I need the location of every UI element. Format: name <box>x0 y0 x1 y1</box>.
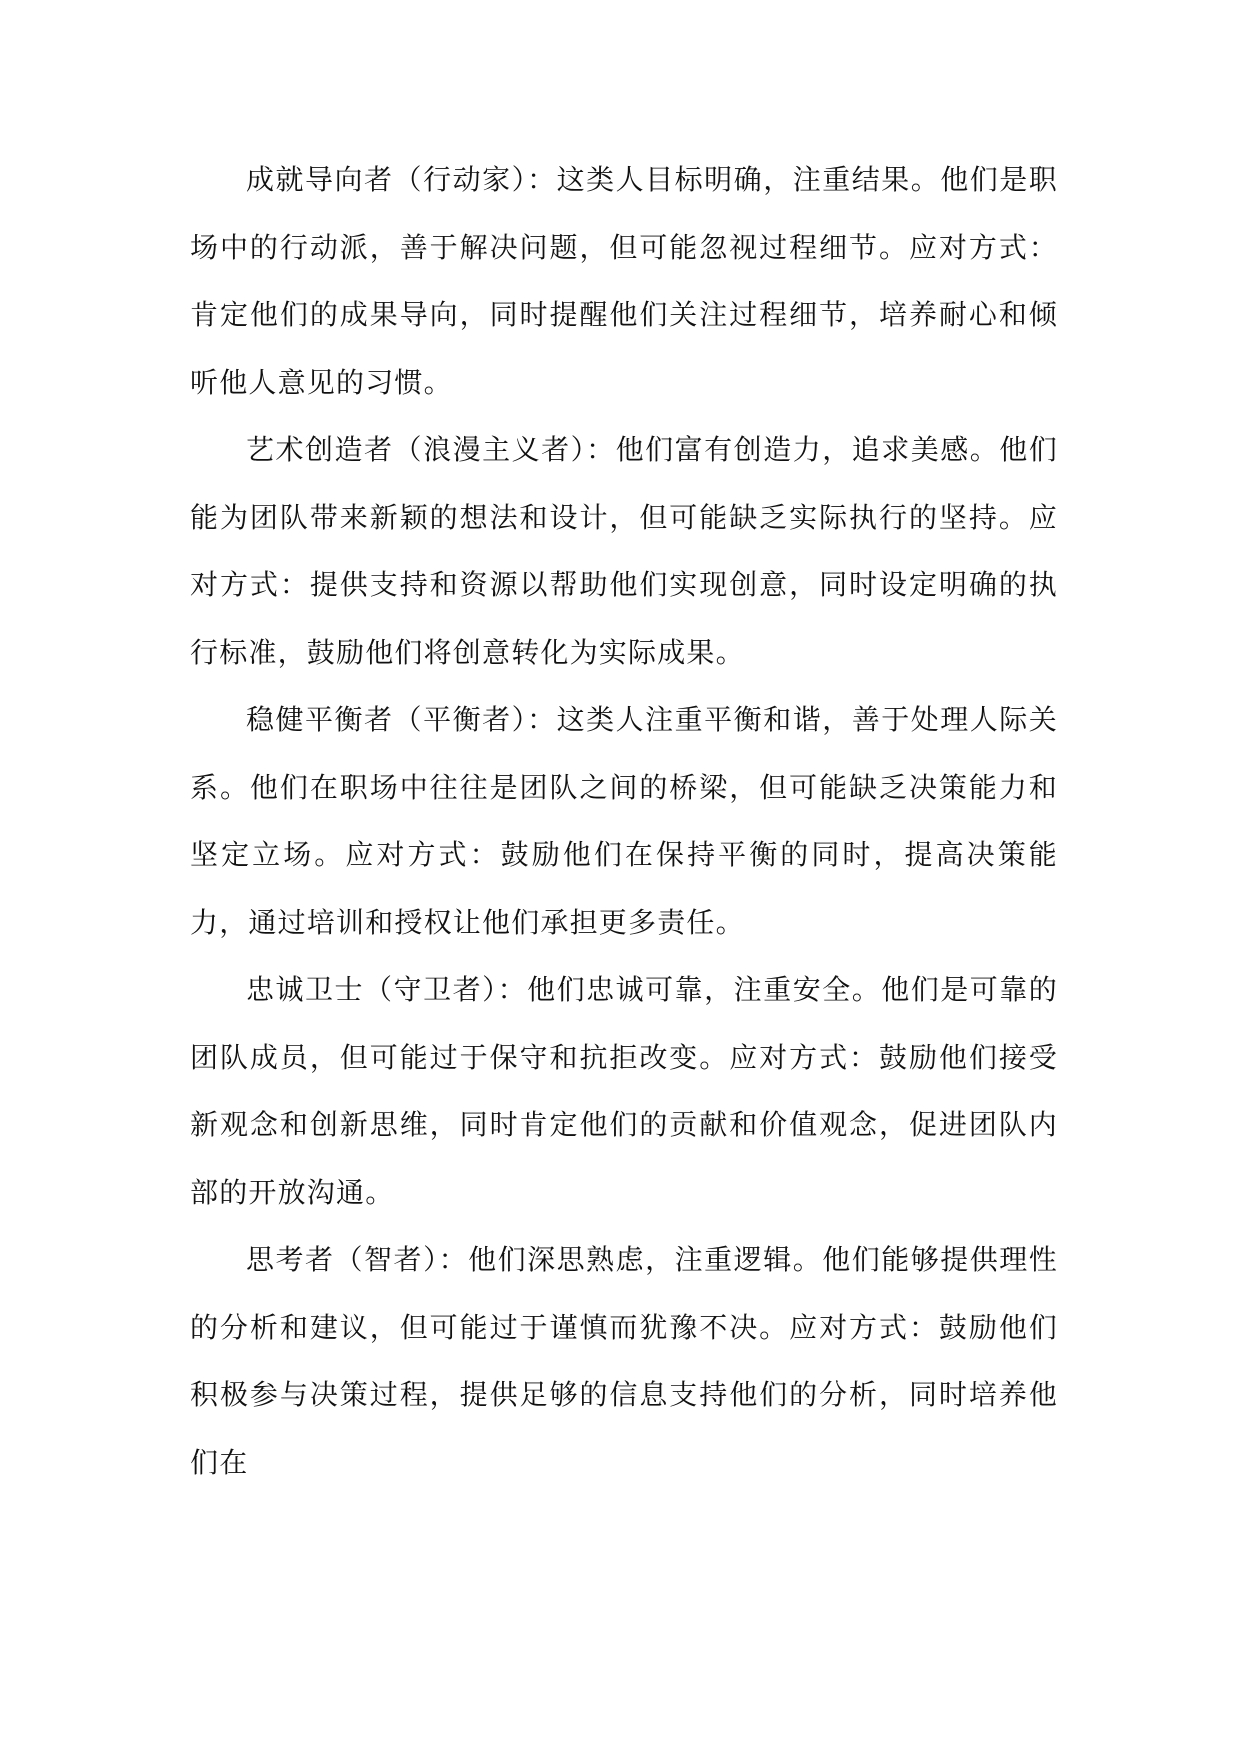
paragraph-thinker: 思考者（智者）：他们深思熟虑，注重逻辑。他们能够提供理性的分析和建议，但可能过于谨慎而犹豫不决。应对方式：鼓励他们积极参与决策过程，提供足够的信息支持他们的分析，同时培养他们在 <box>190 1243 1058 1479</box>
paragraph-achiever: 成就导向者（行动家）：这类人目标明确，注重结果。他们是职场中的行动派，善于解决问题，但可能忽视过程细节。应对方式：肯定他们的成果导向，同时提醒他们关注过程细节，培养耐心和倾听他人意见的习惯。 <box>190 163 1058 399</box>
paragraph-balancer: 稳健平衡者（平衡者）：这类人注重平衡和谐，善于处理人际关系。他们在职场中往往是团队之间的桥梁，但可能缺乏决策能力和坚定立场。应对方式：鼓励他们在保持平衡的同时，提高决策能力，通过培训和授权让他们承担更多责任。 <box>190 703 1058 939</box>
document-body <box>190 146 1058 1496</box>
paragraph-guardian: 忠诚卫士（守卫者）：他们忠诚可靠，注重安全。他们是可靠的团队成员，但可能过于保守和抗拒改变。应对方式：鼓励他们接受新观念和创新思维，同时肯定他们的贡献和价值观念，促进团队内部的开放沟通。 <box>190 973 1058 1209</box>
paragraph-artist: 艺术创造者（浪漫主义者）：他们富有创造力，追求美感。他们能为团队带来新颖的想法和设计，但可能缺乏实际执行的坚持。应对方式：提供支持和资源以帮助他们实现创意，同时设定明确的执行标准，鼓励他们将创意转化为实际成果。 <box>190 433 1058 669</box>
